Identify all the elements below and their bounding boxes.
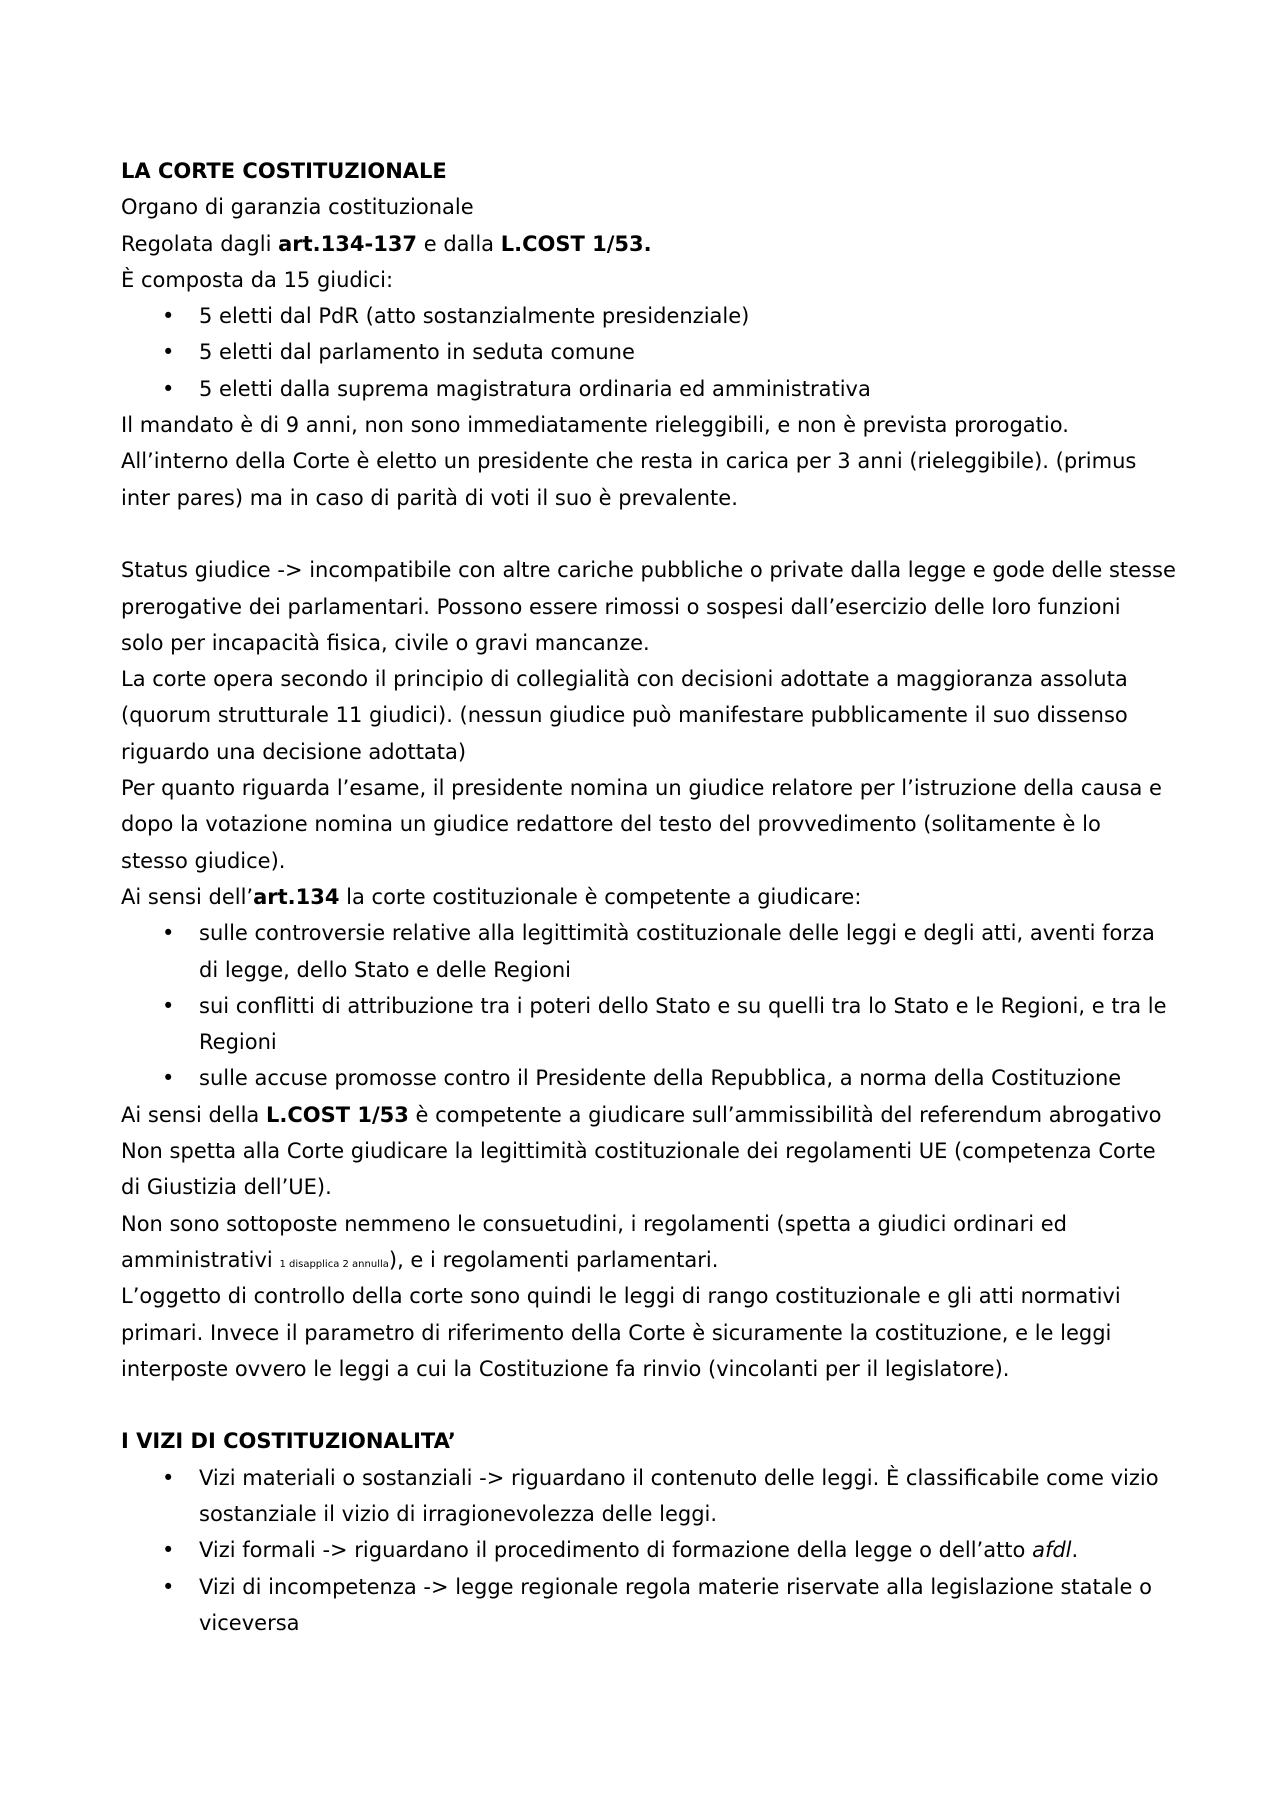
paragraph-line (121, 1351, 1166, 1387)
paragraph-line (121, 1242, 1166, 1278)
bullet-item (121, 1532, 1166, 1568)
paragraph-line (121, 552, 1176, 588)
text-run: Regioni (199, 1030, 277, 1055)
bullet-item (121, 988, 1166, 1024)
text-run: ), e i regolamenti parlamentari. (388, 1247, 719, 1272)
text-run: di legge, dello Stato e delle Regioni (199, 957, 571, 982)
bullet-icon: • (162, 993, 175, 1018)
bold-text: L.COST 1/53. (500, 231, 652, 256)
paragraph-line (121, 661, 1166, 697)
text-run: dopo la votazione nomina un giudice redattore del testo del provvedimento (solitamente è lo (121, 812, 1101, 837)
text-run: sui conflitti di attribuzione tra i poteri dello Stato e su quelli tra lo Stato e le Regioni, e tra le (199, 993, 1167, 1018)
paragraph-line (121, 770, 1166, 806)
text-run: sulle accuse promosse contro il Presidente della Repubblica, a norma della Costituzione (199, 1066, 1122, 1091)
text-run: è competente a giudicare sull’ammissibilità del referendum abrogativo (408, 1102, 1162, 1127)
text-run: (quorum strutturale 11 giudici). (nessun giudice può manifestare pubblicamente il suo dissenso (121, 703, 1128, 728)
text-run: viceversa (199, 1610, 300, 1635)
paragraph-line (121, 1169, 1166, 1205)
paragraph-line (121, 1315, 1166, 1351)
text-run: Organo di garanzia costituzionale (121, 195, 474, 220)
paragraph-line (121, 589, 1166, 625)
bullet-item (121, 298, 1166, 334)
bullet-item (121, 1060, 1166, 1096)
text-run: . (1071, 1538, 1079, 1563)
bullet-item (121, 1460, 1166, 1496)
bullet-icon: • (162, 1538, 175, 1563)
bullet-item (121, 371, 1166, 407)
text-run: interposte ovvero le leggi a cui la Costituzione fa rinvio (vincolanti per il legislatore). (121, 1356, 1010, 1381)
paragraph-line (121, 189, 1166, 225)
text-run: Vizi materiali o sostanziali -> riguardano il contenuto delle leggi. È classificabile come vizio (199, 1465, 1159, 1490)
paragraph-line (121, 1133, 1166, 1169)
paragraph-line (121, 1278, 1166, 1314)
bullet-item (121, 1569, 1166, 1605)
bullet-icon: • (162, 1465, 175, 1490)
text-run: sostanziale il vizio di irragionevolezza delle leggi. (199, 1501, 718, 1526)
paragraph-line (121, 262, 1166, 298)
bullet-icon: • (162, 1574, 175, 1599)
text-run: Ai sensi dell’ (121, 884, 254, 909)
bullet-icon: • (162, 304, 175, 329)
paragraph-line (121, 480, 1166, 516)
paragraph-line (121, 407, 1166, 443)
text-run: Non spetta alla Corte giudicare la legittimità costituzionale dei regolamenti UE (competenza Corte (121, 1139, 1156, 1164)
text-run: L’oggetto di controllo della corte sono quindi le leggi di rango costituzionale e gli atti normativi (121, 1284, 1121, 1309)
text-run: La corte opera secondo il principio di collegialità con decisioni adottate a maggioranza assoluta (121, 667, 1128, 692)
bold-text: art.134-137 (278, 231, 418, 256)
paragraph-line (121, 843, 1166, 879)
bold-text: L.COST 1/53 (265, 1102, 409, 1127)
blank-line (121, 516, 1166, 552)
paragraph-line (121, 1206, 1166, 1242)
text-run: sulle controversie relative alla legittimità costituzionale delle leggi e degli atti, aventi forza (199, 921, 1155, 946)
text-run: Regolata dagli (121, 231, 279, 256)
text-run: solo per incapacità fisica, civile o gravi mancanze. (121, 630, 650, 655)
text-run: inter pares) ma in caso di parità di voti il suo è prevalente. (121, 485, 738, 510)
bullet-item (121, 334, 1166, 370)
text-run: amministrativi (121, 1247, 280, 1272)
paragraph-line (121, 734, 1166, 770)
text-run: Vizi di incompetenza -> legge regionale regola materie riservate alla legislazione statale o (199, 1574, 1152, 1599)
section-heading (121, 153, 1166, 189)
text-run: Vizi formali -> riguardano il procedimento di formazione della legge o dell’atto (199, 1538, 1033, 1563)
text-run: riguardo una decisione adottata) (121, 739, 467, 764)
text-run: primari. Invece il parametro di riferimento della Corte è sicuramente la costituzione, e le leggi (121, 1320, 1112, 1345)
bullet-item (121, 915, 1166, 951)
text-run: 5 eletti dal parlamento in seduta comune (199, 340, 635, 365)
section-heading (121, 1423, 1166, 1459)
text-run: 5 eletti dalla suprema magistratura ordinaria ed amministrativa (199, 376, 871, 401)
paragraph-line (121, 443, 1166, 479)
bold-text: art.134 (253, 884, 340, 909)
text-run: e dalla (417, 231, 501, 256)
document-body (121, 153, 1176, 1641)
bullet-icon: • (162, 340, 175, 365)
bullet-item-continuation (121, 1024, 1166, 1060)
text-run: Ai sensi della (121, 1102, 266, 1127)
text-run: prerogative dei parlamentari. Possono essere rimossi o sospesi dall’esercizio delle loro funzioni (121, 594, 1121, 619)
text-run: Il mandato è di 9 anni, non sono immediatamente rieleggibili, e non è prevista prorogatio. (121, 413, 1069, 438)
text-run: stesso giudice). (121, 848, 286, 873)
paragraph-line (121, 625, 1166, 661)
text-run: Per quanto riguarda l’esame, il presidente nomina un giudice relatore per l’istruzione della causa e (121, 776, 1162, 801)
text-run: 5 eletti dal PdR (atto sostanzialmente presidenziale) (199, 304, 750, 329)
paragraph-line (121, 879, 1166, 915)
bullet-icon: • (162, 921, 175, 946)
paragraph-line (121, 697, 1166, 733)
paragraph-line (121, 806, 1166, 842)
paragraph-line (121, 226, 1166, 262)
text-run: È composta da 15 giudici: (121, 267, 394, 292)
small-note: 1 disapplica 2 annulla (279, 1258, 389, 1270)
bullet-item-continuation (121, 1496, 1166, 1532)
section-heading-text: I VIZI DI COSTITUZIONALITA’ (121, 1429, 456, 1454)
text-run: All’interno della Corte è eletto un presidente che resta in carica per 3 anni (rieleggibile). (primus (121, 449, 1137, 474)
text-run: Status giudice -> incompatibile con altre cariche pubbliche o private dalla legge e gode delle stesse (121, 558, 1176, 583)
bullet-item-continuation (121, 1605, 1166, 1641)
paragraph-line (121, 1097, 1166, 1133)
text-run: di Giustizia dell’UE). (121, 1175, 332, 1200)
blank-line (121, 1387, 1166, 1423)
bullet-item-continuation (121, 952, 1166, 988)
section-heading-text: LA CORTE COSTITUZIONALE (121, 159, 447, 183)
text-run: Non sono sottoposte nemmeno le consuetudini, i regolamenti (spetta a giudici ordinari ed (121, 1211, 1068, 1236)
bullet-icon: • (162, 376, 175, 401)
italic-text: afdl (1032, 1538, 1072, 1563)
bullet-icon: • (162, 1066, 175, 1091)
text-run: la corte costituzionale è competente a giudicare: (339, 884, 862, 909)
